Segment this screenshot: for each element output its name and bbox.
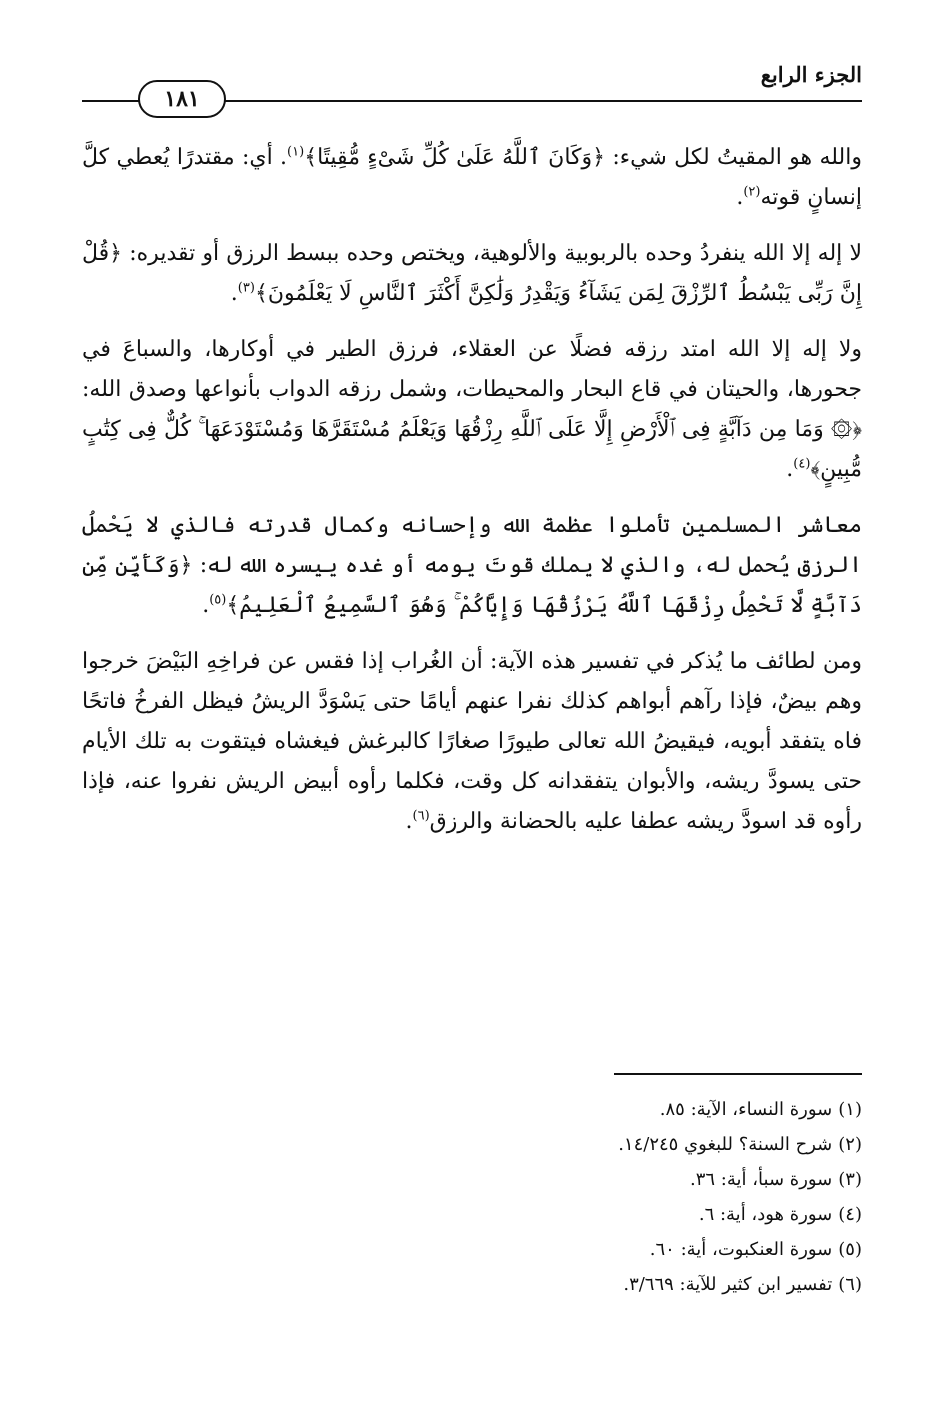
footnote-number: (٤) [838, 1204, 862, 1225]
footnote-ref: (٣) [237, 280, 255, 296]
footnote-text: سورة سبأ، أية: ٣٦. [689, 1169, 833, 1190]
paragraph-1 [82, 138, 862, 218]
footnote-ref: (٢) [743, 184, 761, 200]
footnote-text: سورة النساء، الآية: ٨٥. [659, 1099, 833, 1120]
footnote-number: (٦) [838, 1274, 862, 1295]
footnote-number: (٥) [838, 1239, 862, 1260]
body-text [82, 138, 862, 858]
footnote-text: سورة هود، أية: ٦. [698, 1204, 833, 1225]
paragraph-2 [82, 234, 862, 314]
footnote-number: (٢) [838, 1134, 862, 1155]
paragraph-text: والله هو المقيتُ لكل شيء: [605, 145, 862, 170]
footnote-5 [82, 1232, 862, 1267]
footnote-text: تفسير ابن كثير للآية: ٣/٦٦٩. [623, 1274, 833, 1295]
paragraph-end: . [230, 281, 238, 306]
footnotes [82, 1092, 862, 1302]
footnote-ref: (١) [287, 144, 305, 160]
footnote-ref: (٥) [209, 592, 227, 608]
paragraph-text: ومن لطائف ما يُذكر في تفسير هذه الآية: أن الغُراب إذا فقس عن فراخِهِ البَيْضَ خرجوا وهم بيضٌ، فإذا رآهم أبواهم كذلك نفرا عنهم أيامًا حتى يَسْوَدَّ الريشُ فيظل الفرخُ فاتحًا فاه يتفقد أبويه، فيقيضُ الله تعالى طيورًا صغارًا كالبرغش فيغشاه فيتقوت به تلك الأيام حتى يسودَّ ريشه، والأبوان يتفقدانه كل وقت، فكلما رأوه أبيض الريش نفروا عنه، فإذا رأوه قد اسودَّ ريشه عطفا عليه بالحضانة والرزق [82, 649, 862, 834]
quran-quote: ﴿وَكَأَيِّن مِّن دَآبَّةٍ لَّا تَحْمِلُ رِزْقَهَا ٱللَّهُ يَرْزُقُهَا وَإِيَّاكُمْ ۚ وَهُوَ ٱلسَّمِيعُ ٱلْعَلِيمُ﴾ [82, 553, 862, 618]
page-number: ١٨١ [138, 80, 226, 118]
footnote-3 [82, 1162, 862, 1197]
footnote-ref: (٦) [412, 808, 430, 824]
paragraph-3 [82, 330, 862, 490]
footnote-rule [614, 1073, 862, 1075]
footnote-text: شرح السنة؟ للبغوي ١٤/٢٤٥. [618, 1134, 833, 1155]
running-title: الجزء الرابع [760, 62, 862, 87]
footnote-ref: (٤) [793, 456, 811, 472]
paragraph-tail: . أي: مقتدرًا يُعطي كلَّ إنسانٍ قوته [82, 145, 862, 210]
paragraph-text: لا إله إلا الله ينفردُ وحده بالربوبية والألوهية، ويختص وحده ببسط الرزق أو تقديره: [122, 241, 862, 266]
paragraph-4 [82, 506, 862, 626]
paragraph-5 [82, 642, 862, 842]
quran-quote: ﴿وَكَانَ ٱللَّهُ عَلَىٰ كُلِّ شَىْءٍ مُّقِيتًا﴾ [304, 145, 606, 170]
footnote-number: (٣) [838, 1169, 862, 1190]
footnote-4 [82, 1197, 862, 1232]
paragraph-text: معاشر المسلمين تأملوا عظمة الله وإحسانه وكمال قدرته فالذي لا يَحْملُ الرزق يُحمل له، والذي لا يملك قوتَ يومه أو غده ييسره الله له: [82, 513, 862, 578]
quran-quote: ﴿قُلْ إِنَّ رَبِّى يَبْسُطُ ٱلرِّزْقَ لِمَن يَشَآءُ وَيَقْدِرُ وَلَٰكِنَّ أَكْثَرَ ٱلنَّاسِ لَا يَعْلَمُونَ﴾ [82, 241, 862, 306]
paragraph-end: . [405, 809, 413, 834]
footnote-6 [82, 1267, 862, 1302]
footnote-text: سورة العنكبوت، أية: ٦٠. [649, 1239, 833, 1260]
footnote-1 [82, 1092, 862, 1127]
paragraph-text: ولا إله إلا الله امتد رزقه فضلًا عن العقلاء، فرزق الطير في أوكارها، والسباعَ في جحورها، والحيتان في قاع البحار والمحيطات، وشمل رزقه الدواب بأنواعها وصدق الله: [82, 337, 862, 402]
footnote-2 [82, 1127, 862, 1162]
quran-quote: ﴿۞ وَمَا مِن دَآبَّةٍ فِى ٱلْأَرْضِ إِلَّا عَلَى ٱللَّهِ رِزْقُهَا وَيَعْلَمُ مُسْتَقَرَّهَا وَمُسْتَوْدَعَهَا ۚ كُلٌّ فِى كِتَٰبٍ مُّبِينٍ﴾ [82, 417, 862, 482]
footnote-number: (١) [838, 1099, 862, 1120]
paragraph-end: . [736, 185, 744, 210]
paragraph-end: . [786, 457, 794, 482]
paragraph-end: . [202, 593, 210, 618]
